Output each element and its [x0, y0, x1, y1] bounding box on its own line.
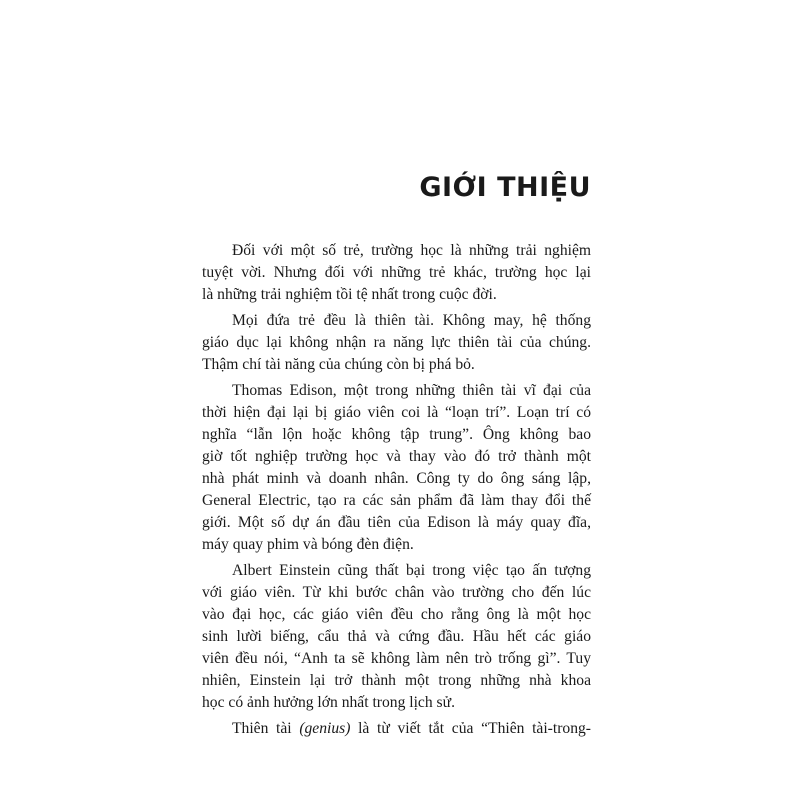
- text-line: tuyệt vời. Nhưng đối với những trẻ khác, trường học lại: [202, 264, 591, 281]
- text-line: giáo dục lại không nhận ra năng lực thiên tài của chúng.: [202, 334, 591, 351]
- text-run: là từ viết tắt của “Thiên tài-trong-: [350, 720, 591, 737]
- text-line: giờ tốt nghiệp trường học và thay vào đó trở thành một: [202, 448, 591, 465]
- text-line: vào đại học, các giáo viên đều cho rằng ông là một học: [202, 606, 591, 623]
- text-line: nhiên, Einstein lại trở thành một trong những nhà khoa: [202, 672, 591, 689]
- text-line: Thậm chí tài năng của chúng còn bị phá bỏ.: [202, 356, 475, 373]
- text-run: Thiên tài: [232, 720, 300, 737]
- text-line: nghĩa “lẫn lộn hoặc không tập trung”. Ông không bao: [202, 426, 591, 443]
- italic-term: (genius): [299, 720, 351, 737]
- text-line: viên đều nói, “Anh ta sẽ không làm nên trò trống gì”. Tuy: [202, 650, 591, 667]
- text-line: Mọi đứa trẻ đều là thiên tài. Không may, hệ thống: [232, 312, 591, 329]
- text-line: với giáo viên. Từ khi bước chân vào trường cho đến lúc: [202, 584, 591, 601]
- text-line: học có ảnh hưởng lớn nhất trong lịch sử.: [202, 694, 455, 711]
- text-line: sinh lười biếng, cẩu thả và cứng đầu. Hầu hết các giáo: [202, 628, 591, 645]
- text-line: là những trải nghiệm tồi tệ nhất trong cuộc đời.: [202, 286, 497, 303]
- text-line: máy quay phim và bóng đèn điện.: [202, 536, 414, 553]
- text-line: General Electric, tạo ra các sản phẩm đã làm thay đổi thế: [202, 492, 591, 509]
- text-line: Đối với một số trẻ, trường học là những trải nghiệm: [232, 242, 591, 259]
- text-line: [232, 718, 591, 740]
- text-line: Albert Einstein cũng thất bại trong việc tạo ấn tượng: [232, 562, 591, 579]
- text-line: thời hiện đại lại bị giáo viên coi là “loạn trí”. Loạn trí có: [202, 404, 591, 421]
- text-line: nhà phát minh và doanh nhân. Công ty do ông sáng lập,: [202, 470, 591, 487]
- chapter-title: GIỚI THIỆU: [419, 172, 591, 203]
- text-line: Thomas Edison, một trong những thiên tài vĩ đại của: [232, 382, 591, 399]
- text-line: giới. Một số dự án đầu tiên của Edison là máy quay đĩa,: [202, 514, 591, 531]
